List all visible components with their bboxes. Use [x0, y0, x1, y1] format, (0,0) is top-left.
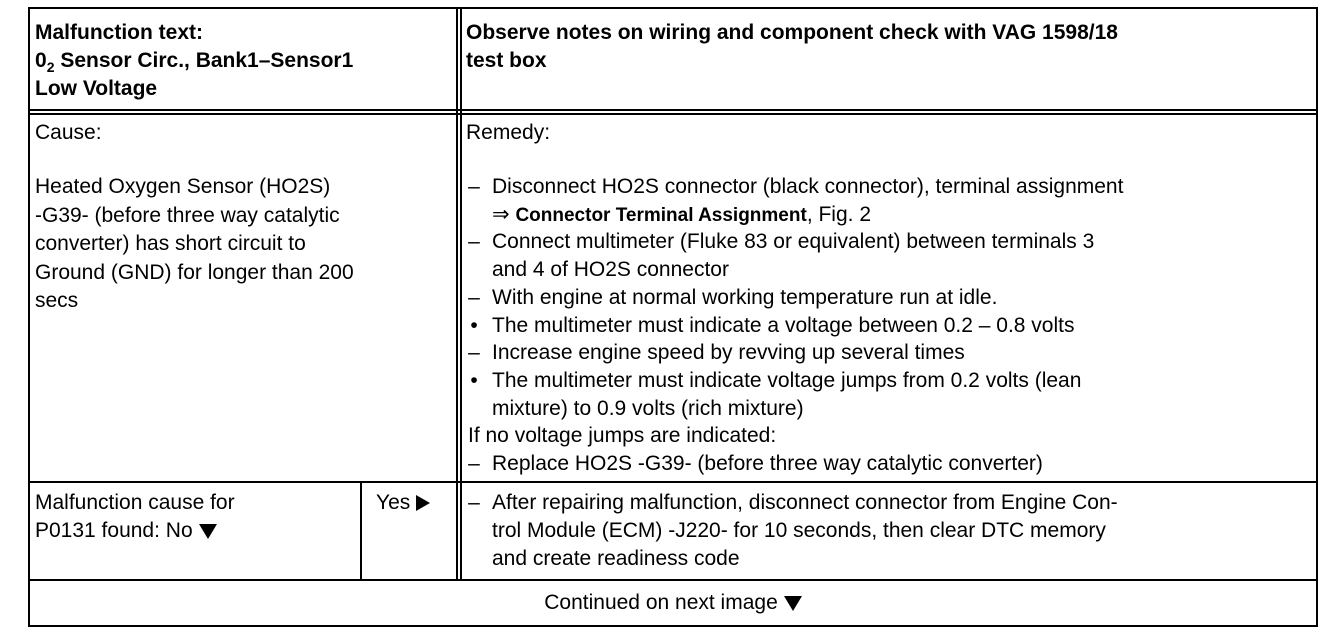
procedure-table [28, 7, 1318, 627]
dash-marker: – [468, 285, 480, 309]
arrow-right-icon: ⇒ [492, 202, 516, 226]
malfunction-text-subtitle: Low Voltage [35, 77, 158, 100]
header-divider-double [28, 113, 1318, 115]
column-divider-double [460, 7, 462, 579]
column-divider [456, 7, 458, 579]
decision-question-cont: P0131 found: No [35, 517, 217, 545]
continued-note: Continued on next image [28, 589, 1318, 617]
dash-marker: – [468, 452, 480, 475]
remedy-step: Increase engine speed by revving up several times [492, 341, 965, 365]
notes-heading: Observe notes on wiring and component check with VAG 1598/18 [466, 21, 1118, 44]
bullet-icon: • [470, 368, 478, 392]
remedy-step: and 4 of HO2S connector [492, 258, 729, 282]
dash-marker: – [468, 491, 480, 514]
dash-marker: – [468, 175, 480, 198]
malfunction-text-label: Malfunction text: [35, 21, 203, 44]
cause-line: -G39- (before three way catalytic [35, 203, 340, 227]
arrow-down-icon [199, 524, 217, 539]
cause-line: Ground (GND) for longer than 200 [35, 260, 354, 284]
remedy-step: The multimeter must indicate voltage jumps from 0.2 volts (lean [492, 368, 1082, 392]
action-line: and create readiness code [492, 547, 740, 570]
remedy-step: The multimeter must indicate a voltage between 0.2 – 0.8 volts [492, 313, 1075, 337]
remedy-condition: If no voltage jumps are indicated: [468, 424, 777, 448]
malfunction-text-title: $0_2$ Sensor Circ., Bank1–Sensor1 [35, 49, 354, 76]
cause-line: converter) has short circuit to [35, 232, 306, 255]
remedy-step: Connect multimeter (Fluke 83 or equivalent) between terminals 3 [492, 230, 1095, 254]
remedy-step: ⇒ Connector Terminal Assignment, Fig. 2 [492, 202, 872, 226]
header-divider [28, 109, 1318, 111]
yes-column-divider [360, 481, 362, 579]
dash-marker: – [468, 230, 480, 254]
remedy-label: Remedy: [466, 121, 551, 144]
remedy-divider [28, 481, 1318, 483]
remedy-step: Replace HO2S -G39- (before three way catalytic converter) [492, 452, 1043, 475]
remedy-step: mixture) to 0.9 volts (rich mixture) [492, 396, 804, 420]
action-line: trol Module (ECM) -J220- for 10 seconds, then clear DTC memory [492, 519, 1106, 542]
cause-line: secs [35, 289, 79, 312]
footer-divider [28, 579, 1318, 581]
cause-line: Heated Oxygen Sensor (HO2S) [35, 175, 331, 198]
arrow-right-icon [416, 495, 430, 511]
action-line: After repairing malfunction, disconnect connector from Engine Con- [492, 491, 1118, 514]
decision-question: Malfunction cause for [35, 491, 235, 514]
connector-reference-link[interactable]: Connector Terminal Assignment [515, 204, 807, 226]
arrow-down-icon [784, 596, 802, 611]
remedy-step: Disconnect HO2S connector (black connector), terminal assignment [492, 175, 1124, 198]
cause-label: Cause: [35, 121, 102, 144]
dash-marker: – [468, 341, 480, 365]
bullet-icon: • [470, 313, 478, 337]
remedy-step: With engine at normal working temperature run at idle. [492, 285, 998, 309]
yes-label: Yes [376, 489, 430, 517]
notes-heading-cont: test box [466, 49, 547, 72]
